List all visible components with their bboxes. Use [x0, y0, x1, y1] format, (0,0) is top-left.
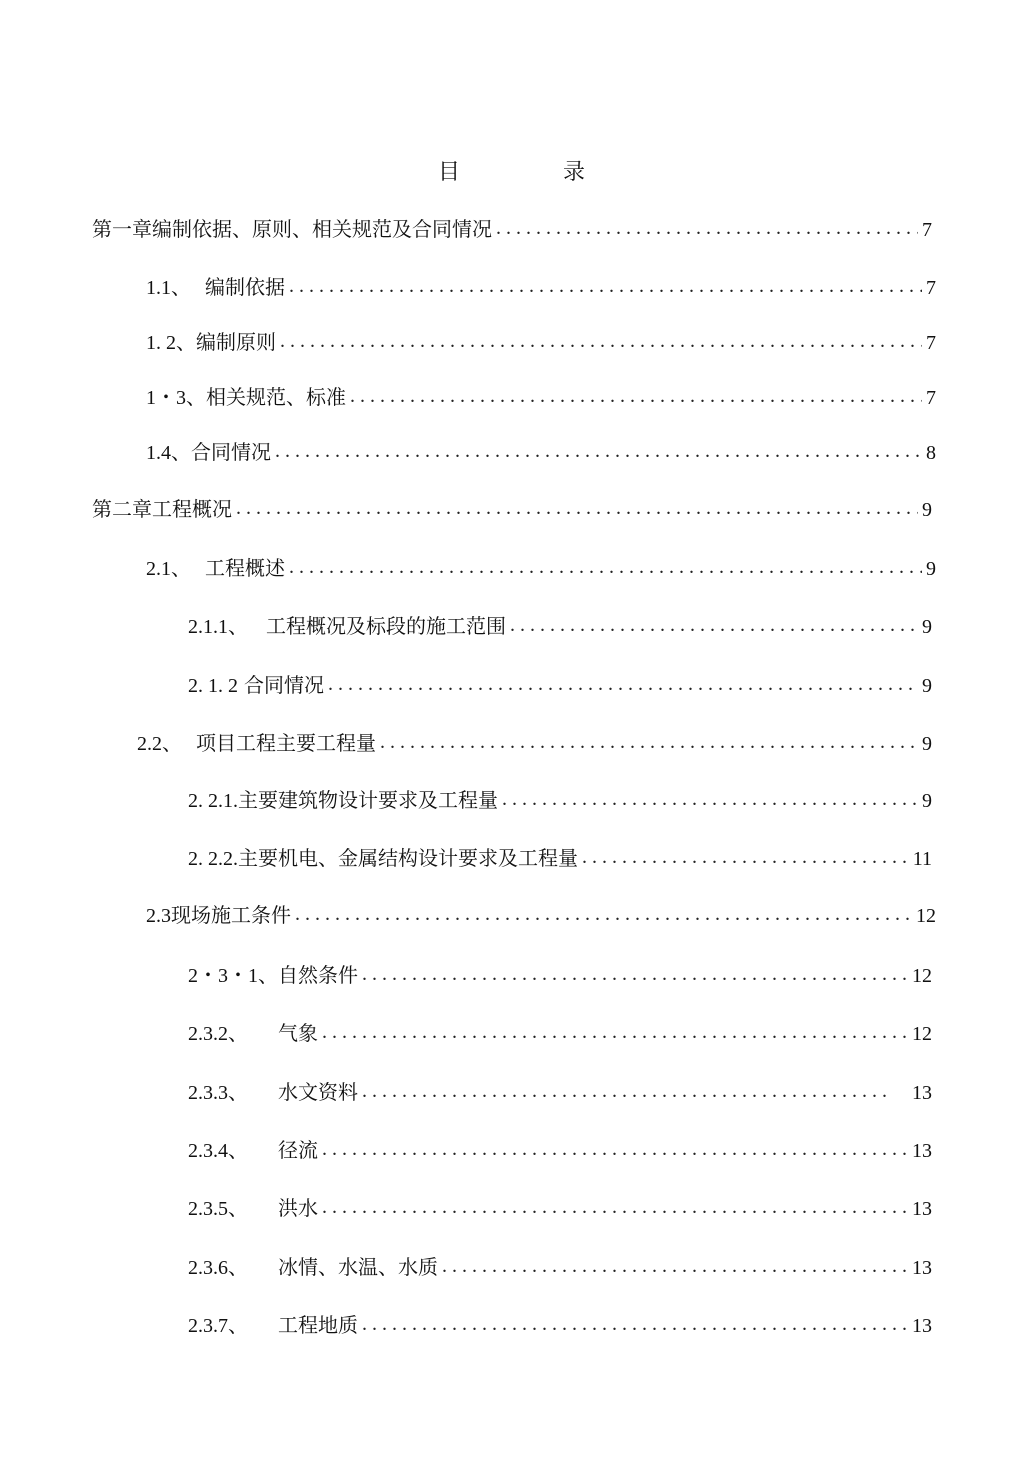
toc-leader-dots: [442, 1250, 908, 1282]
toc-entry-page: 7: [926, 332, 936, 354]
toc-leader-dots: [502, 783, 918, 815]
toc-entry-number: 1・3、: [146, 387, 206, 409]
toc-title: [0, 155, 1024, 189]
toc-entry-label: 主要机电、金属结构设计要求及工程量: [238, 846, 578, 870]
toc-entry-page: 7: [922, 219, 932, 241]
toc-entry-page: 13: [912, 1315, 932, 1337]
toc-entry-number: 2.3.7、: [188, 1315, 248, 1337]
toc-leader-dots: [362, 958, 908, 990]
toc-leader-dots: [322, 1016, 908, 1048]
toc-entry-page: 9: [922, 733, 932, 755]
toc-entry-2-1-1[interactable]: [188, 610, 932, 642]
toc-entry-label: 洪水: [278, 1196, 318, 1220]
toc-entry-number: 1. 2、: [146, 332, 196, 354]
toc-entry-label: 自然条件: [278, 963, 358, 987]
toc-leader-dots: [236, 492, 918, 524]
toc-leader-dots: [328, 668, 918, 700]
toc-entry-2-3[interactable]: [146, 899, 936, 931]
toc-entry-2-2-1[interactable]: [188, 784, 932, 816]
toc-entry-chapter-2[interactable]: [92, 493, 932, 525]
toc-entry-number: 1.1、: [146, 277, 191, 299]
toc-entry-page: 9: [922, 616, 932, 638]
toc-leader-dots: [280, 325, 922, 357]
toc-entry-number: 2.3.6、: [188, 1257, 248, 1279]
toc-leader-dots: [289, 551, 922, 583]
toc-entry-page: 12: [912, 1023, 932, 1045]
toc-entry-number: 2.3.4、: [188, 1140, 248, 1162]
toc-entry-2-1-2[interactable]: [188, 669, 932, 701]
toc-entry-page: 13: [912, 1082, 932, 1104]
toc-title-char-1: 目: [438, 160, 461, 185]
toc-entry-2-3-3[interactable]: [188, 1076, 932, 1108]
toc-leader-dots: [582, 841, 909, 873]
toc-entry-2-1[interactable]: [146, 552, 936, 584]
toc-leader-dots: [322, 1191, 908, 1223]
toc-entry-label: 相关规范、标准: [206, 385, 346, 409]
toc-leader-dots: [295, 898, 912, 930]
toc-entry-number: 2. 2.1.: [188, 790, 238, 812]
toc-entry-2-3-2[interactable]: [188, 1017, 932, 1049]
toc-entry-number: 2. 1. 2: [188, 675, 238, 697]
toc-entry-label: 冰情、水温、水质: [278, 1255, 438, 1279]
toc-entry-1-2[interactable]: [146, 326, 936, 358]
toc-entry-page: 9: [922, 499, 932, 521]
toc-leader-dots: [380, 726, 918, 758]
toc-entry-label: 水文资料: [278, 1080, 358, 1104]
toc-entry-number: 2.3.5、: [188, 1198, 248, 1220]
toc-entry-page: 9: [922, 675, 932, 697]
toc-entry-label: 编制依据: [205, 275, 285, 299]
toc-entry-number: 2.1、: [146, 558, 191, 580]
toc-entry-2-3-6[interactable]: [188, 1251, 932, 1283]
toc-entry-page: 12: [916, 905, 936, 927]
toc-entry-label: 第二章工程概况: [92, 497, 232, 521]
toc-entry-chapter-1[interactable]: [92, 213, 932, 245]
toc-entry-page: 9: [926, 558, 936, 580]
toc-entry-number: 2.3.2、: [188, 1023, 248, 1045]
toc-entry-2-3-5[interactable]: [188, 1192, 932, 1224]
toc-entry-page: 8: [926, 442, 936, 464]
toc-entry-label: 工程概述: [205, 556, 285, 580]
toc-entry-label: 工程地质: [278, 1313, 358, 1337]
toc-entry-label: 气象: [278, 1021, 318, 1045]
toc-entry-page: 13: [912, 1257, 932, 1279]
toc-entry-label: 合同情况: [244, 673, 324, 697]
toc-entry-page: 9: [922, 790, 932, 812]
toc-entry-page: 13: [912, 1140, 932, 1162]
toc-entry-page: 13: [912, 1198, 932, 1220]
toc-entry-label: 项目工程主要工程量: [196, 731, 376, 755]
toc-entry-page: 11: [912, 848, 932, 870]
toc-leader-dots: [496, 212, 918, 244]
toc-leader-dots: [289, 270, 922, 302]
toc-leader-dots: [510, 609, 918, 641]
toc-entry-number: 2. 2.2.: [188, 848, 238, 870]
toc-entry-page: 7: [926, 387, 936, 409]
toc-entry-number: 2.2、: [137, 733, 182, 755]
toc-entry-label: 编制原则: [196, 330, 276, 354]
toc-leader-dots: [362, 1075, 888, 1107]
toc-entry-1-4[interactable]: [146, 436, 936, 468]
toc-entry-number: 2.1.1、: [188, 616, 248, 638]
toc-entry-label: 合同情况: [191, 440, 271, 464]
toc-leader-dots: [350, 380, 922, 412]
toc-entry-number: 1.4、: [146, 442, 191, 464]
toc-entry-label: 第一章编制依据、原则、相关规范及合同情况: [92, 217, 492, 241]
toc-entry-2-3-4[interactable]: [188, 1134, 932, 1166]
toc-entry-2-2[interactable]: [137, 727, 932, 759]
toc-entry-label: 径流: [278, 1138, 318, 1162]
toc-entry-label: 工程概况及标段的施工范围: [266, 614, 506, 638]
toc-entry-number: 2・3・1、: [188, 965, 278, 987]
toc-entry-number: 2.3: [146, 905, 171, 927]
toc-entry-1-1[interactable]: [146, 271, 936, 303]
toc-entry-2-3-1[interactable]: [188, 959, 932, 991]
toc-entry-2-3-7[interactable]: [188, 1309, 932, 1341]
toc-entry-1-3[interactable]: [146, 381, 936, 413]
toc-entry-page: 12: [912, 965, 932, 987]
toc-title-char-2: 录: [563, 160, 586, 185]
toc-leader-dots: [275, 435, 922, 467]
toc-leader-dots: [322, 1133, 908, 1165]
toc-entry-2-2-2[interactable]: [188, 842, 932, 874]
toc-entry-label: 主要建筑物设计要求及工程量: [238, 788, 498, 812]
toc-entry-number: 2.3.3、: [188, 1082, 248, 1104]
toc-entry-page: 7: [926, 277, 936, 299]
toc-entry-label: 现场施工条件: [171, 903, 291, 927]
toc-leader-dots: [362, 1308, 908, 1340]
